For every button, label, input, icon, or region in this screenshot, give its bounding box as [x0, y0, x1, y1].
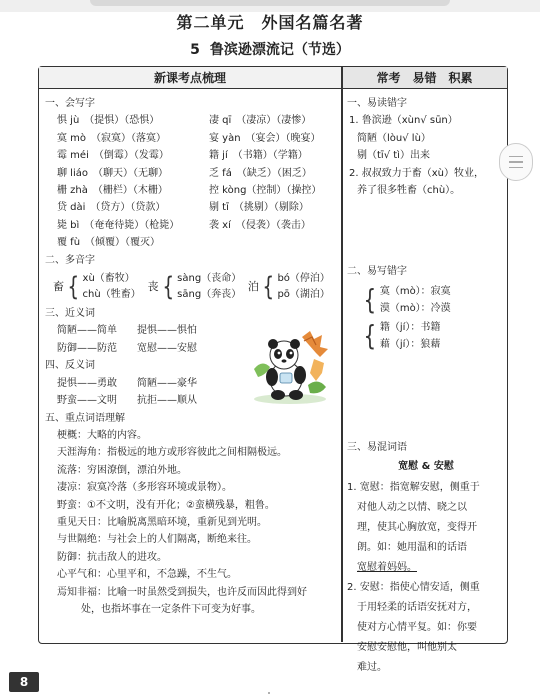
definition-continuation: 处，也指坏事在一定条件下可变为好事。	[81, 603, 261, 615]
polyphone-item: 丧 { sàng（丧命） sāng（奔丧）	[147, 272, 242, 303]
table-row: 防御——防范 宽慰——安慰	[57, 342, 197, 354]
lesson-title	[0, 39, 540, 59]
definition-item: 梗概：大略的内容。	[57, 429, 147, 441]
synonyms-table	[57, 322, 197, 357]
menu-line-icon	[509, 156, 523, 158]
right-column	[347, 95, 505, 678]
confusable-paragraph-1: 1. 宽慰：指宽解安慰，侧重于 对他人动之以情、晓之以 理，使其心胸放宽，变得开 朗。如：她用温和的话语 宽慰着妈妈。	[347, 481, 480, 573]
panda-illustration	[250, 329, 330, 405]
definition-item: 与世隔绝：与社会上的人们隔离，断绝来往。	[57, 534, 257, 546]
miswrite-group: { 寞（mò）：寂寞 漠（mò）：冷漠	[363, 282, 451, 316]
polyphone-char: 丧	[147, 280, 159, 294]
definition-item: 心平气和：心里平和，不急躁，不生气。	[57, 569, 237, 581]
menu-line-icon	[509, 167, 523, 169]
antonyms-table	[57, 375, 197, 410]
unit-title: 第二单元 外国名篇名著	[176, 13, 364, 32]
definition-item: 焉知非福：比喻一时虽然受到损失，也许反而因此得到好	[57, 586, 307, 598]
table-row: 简陋——简单 提惧——惧怕	[57, 325, 197, 337]
definition-item: 天涯海角：指极远的地方或形容彼此之间相隔极远。	[57, 447, 287, 459]
section-antonyms-title: 四、反义词	[45, 360, 95, 372]
section-definitions-title: 五、重点词语理解	[45, 412, 125, 424]
table-row: 聊 liáo （聊天）（无聊） 乏 fá （缺乏）（困乏）	[57, 167, 312, 179]
misread-item: 简陋（lòu√ lù）	[357, 132, 431, 144]
polyphone-char: 畜	[53, 280, 64, 294]
header-tab-shape	[90, 0, 450, 6]
lesson-name: 鲁滨逊漂流记（节选）	[209, 42, 350, 58]
miswrite-group: { 籍（jí）：书籍 藉（jí）：狼藉	[363, 318, 441, 352]
definition-item: 凄凉：寂寞冷落（多形容环境或景物）。	[57, 482, 232, 494]
content-table	[38, 66, 508, 673]
table-row: 毙 bì （奄奄待毙）（枪毙） 袭 xí （侵袭）（袭击）	[57, 219, 311, 231]
polyphone-item: 畜 { xù（畜牧） chù（牲畜）	[53, 272, 141, 303]
misread-item-continuation: 养了很多牲畜（chù）。	[357, 185, 461, 197]
page-number: 8	[9, 672, 39, 692]
decorative-dot	[268, 692, 270, 694]
table-row: 寞 mò （寂寞）（落寞） 宴 yàn （宴会）（晚宴）	[57, 132, 321, 144]
brace-glyph: {	[162, 272, 174, 303]
lesson-number: 5	[190, 42, 200, 58]
polyphone-char: 泊	[247, 280, 259, 294]
table-row: 贷 dài （贷方）（贷款） 剔 tī （挑剔）（剔除）	[57, 202, 309, 214]
table-row: 提惧——勇敢 简陋——豪华	[57, 377, 197, 389]
misread-item: 2. 叔叔致力于畜（xù）牧业，	[349, 167, 484, 179]
brace-glyph: {	[363, 318, 377, 352]
left-column-header: 新课考点梳理	[39, 67, 341, 89]
definition-item: 野蛮：①不文明，没有开化；②蛮横残暴，粗鲁。	[57, 499, 275, 511]
section-synonyms-title: 三、近义词	[45, 308, 95, 320]
misread-item: 剔（tī√ tì）出来	[357, 150, 430, 162]
section-write-chars-title: 一、会写字	[45, 98, 95, 109]
definition-item: 重见天日：比喻脱离黑暗环境，重新见到光明。	[57, 516, 267, 528]
column-divider	[341, 67, 343, 642]
brace-glyph: {	[67, 272, 80, 303]
section-polyphone-title: 二、多音字	[45, 254, 95, 266]
menu-line-icon	[509, 161, 523, 163]
brace-glyph: {	[363, 282, 377, 316]
write-chars-table	[57, 112, 321, 251]
polyphone-list	[53, 271, 337, 303]
table-row: 霉 méi （倒霉）（发霉） 籍 jí （书籍）（学籍）	[57, 150, 308, 162]
right-column-header: 常考 易错 积累	[342, 67, 507, 89]
confusable-heading: 宽慰 & 安慰	[398, 461, 454, 473]
table-row: 野蛮——文明 抗拒——顺从	[57, 395, 197, 407]
definition-item: 防御：抗击敌人的进攻。	[57, 551, 167, 563]
confusable-paragraph-2: 2. 安慰：指使心情安适，侧重 于用轻柔的话语安抚对方， 使对方心情平复。如：你要 安慰安慰他，叫他别太 难过。	[347, 581, 480, 673]
brace-glyph: {	[262, 272, 274, 303]
section-miswrite-title: 二、易写错字	[347, 266, 407, 278]
table-row: 惧 jù （提惧）（恐惧） 凄 qī （凄凉）（凄惨）	[57, 115, 312, 127]
definition-item: 流落：穷困潦倒，漂泊外地。	[57, 464, 187, 476]
polyphone-item: 泊 { bó（停泊） pō（湖泊）	[247, 272, 330, 303]
misread-item: 1. 鲁滨逊（xùn√ sūn）	[349, 115, 458, 127]
section-misread-title: 一、易读错字	[347, 98, 407, 109]
side-menu-button[interactable]	[499, 143, 533, 181]
section-confusable-title: 三、易混词语	[347, 441, 407, 453]
table-row: 栅 zhà （栅栏）（木栅） 控 kòng（控制）（操控）	[57, 185, 322, 197]
table-row: 覆 fù （倾覆）（覆灭）	[57, 237, 161, 249]
